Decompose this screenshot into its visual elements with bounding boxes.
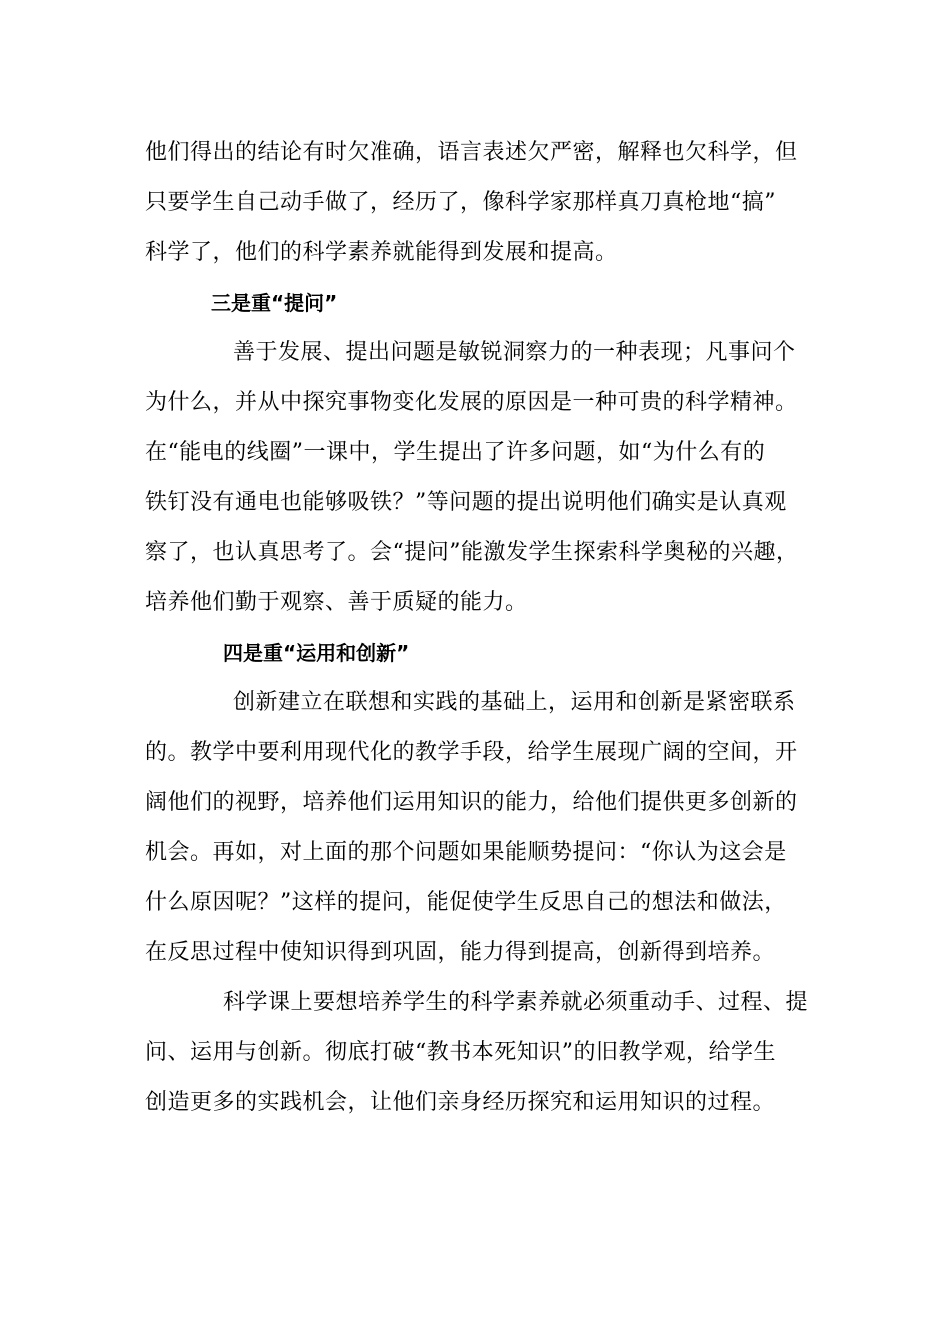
section4-line: 什么原因呢？”这样的提问，能促使学生反思自己的想法和做法， [145, 890, 787, 915]
section4-line: 创新建立在联想和实践的基础上，运用和创新是紧密联系 [233, 690, 796, 715]
intro-line: 他们得出的结论有时欠准确，语言表述欠严密，解释也欠科学，但 [145, 140, 798, 165]
section4-line: 的。教学中要利用现代化的教学手段，给学生展现广阔的空间，开 [145, 740, 798, 765]
conclusion-line: 科学课上要想培养学生的科学素养就必须重动手、过程、提 [223, 990, 809, 1015]
intro-line: 科学了，他们的科学素养就能得到发展和提高。 [145, 240, 618, 265]
section3-line: 为什么，并从中探究事物变化发展的原因是一种可贵的科学精神。 [145, 390, 798, 415]
conclusion-line: 创造更多的实践机会，让他们亲身经历探究和运用知识的过程。 [145, 1090, 776, 1115]
conclusion-line: 问、运用与创新。彻底打破“教书本死知识”的旧教学观，给学生 [145, 1040, 776, 1065]
section4-line: 在反思过程中使知识得到巩固，能力得到提高，创新得到培养。 [145, 940, 776, 965]
section3-line: 察了，也认真思考了。会“提问”能激发学生探索科学奥秘的兴趣， [145, 540, 799, 565]
section4-line: 机会。再如，对上面的那个问题如果能顺势提问：“你认为这会是 [145, 840, 787, 865]
section4-line: 阔他们的视野，培养他们运用知识的能力，给他们提供更多创新的 [145, 790, 798, 815]
section3-heading: 三是重“提问” [211, 291, 338, 315]
section3-line: 在“能电的线圈”一课中，学生提出了许多问题，如“为什么有的 [145, 440, 766, 465]
section4-heading: 四是重“运用和创新” [223, 641, 410, 665]
document-body [145, 131, 810, 1131]
section3-line: 铁钉没有通电也能够吸铁？”等问题的提出说明他们确实是认真观 [145, 490, 787, 515]
section3-line: 善于发展、提出问题是敏锐洞察力的一种表现；凡事问个 [233, 340, 796, 365]
section3-line: 培养他们勤于观察、善于质疑的能力。 [145, 590, 528, 615]
intro-line: 只要学生自己动手做了，经历了，像科学家那样真刀真枪地“搞” [145, 190, 776, 215]
